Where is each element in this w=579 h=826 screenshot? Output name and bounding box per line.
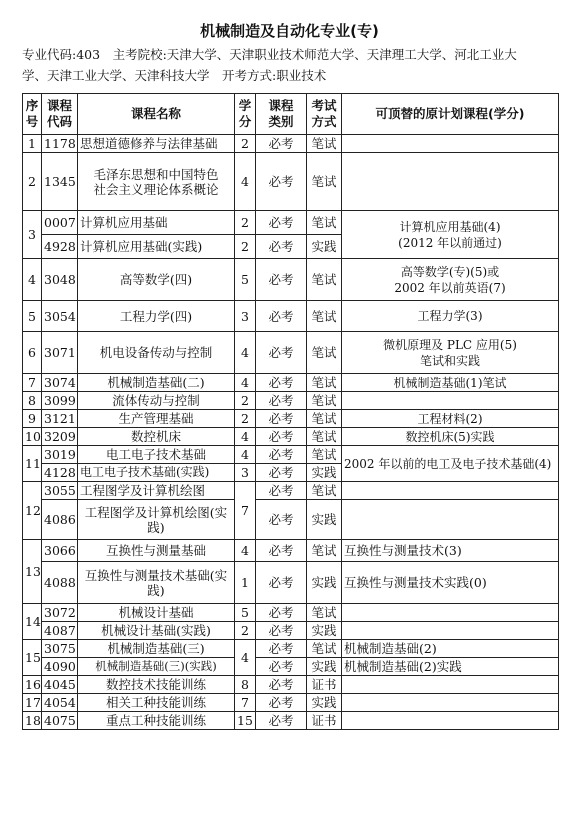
exam-cell: 笔试 [307, 410, 342, 428]
exam-cell: 笔试 [307, 153, 342, 211]
replace-cell [342, 500, 559, 540]
table-row [23, 482, 559, 500]
name-cell: 机械制造基础(二) [78, 374, 235, 392]
code-cell: 4928 [42, 235, 78, 259]
type-cell: 必考 [256, 540, 307, 562]
exam-cell: 笔试 [307, 392, 342, 410]
code-cell: 3121 [42, 410, 78, 428]
exam-cell: 实践 [307, 658, 342, 676]
type-cell: 必考 [256, 446, 307, 464]
exam-cell: 实践 [307, 622, 342, 640]
seq-cell: 1 [23, 135, 42, 153]
exam-cell: 证书 [307, 676, 342, 694]
header-seq: 序 号 [23, 94, 42, 135]
header-replace: 可顶替的原计划课程(学分) [342, 94, 559, 135]
replace-cell: 工程材料(2) [342, 410, 559, 428]
code-cell: 3209 [42, 428, 78, 446]
name-cell: 电工电子技术基础(实践) [78, 464, 235, 482]
replace-cell [342, 676, 559, 694]
name-cell: 电工电子技术基础 [78, 446, 235, 464]
name-cell: 机械设计基础(实践) [78, 622, 235, 640]
name-cell: 数控技术技能训练 [78, 676, 235, 694]
exam-cell: 笔试 [307, 446, 342, 464]
credit-cell: 4 [235, 374, 256, 392]
exam-cell: 笔试 [307, 604, 342, 622]
replace-cell: 机械制造基础(2) [342, 640, 559, 658]
name-cell: 机械制造基础(三) [78, 640, 235, 658]
credit-cell: 5 [235, 604, 256, 622]
table-row [23, 640, 559, 658]
exam-cell: 笔试 [307, 301, 342, 332]
name-cell: 思想道德修养与法律基础 [78, 135, 235, 153]
type-cell: 必考 [256, 712, 307, 730]
type-cell: 必考 [256, 332, 307, 374]
replace-cell [342, 482, 559, 500]
table-row [23, 604, 559, 622]
replace-cell: 互换性与测量技术实践(0) [342, 562, 559, 604]
replace-cell: 计算机应用基础(4) (2012 年以前通过) [342, 211, 559, 259]
code-cell: 3054 [42, 301, 78, 332]
type-cell: 必考 [256, 259, 307, 301]
table-row [23, 332, 559, 374]
credit-cell: 3 [235, 464, 256, 482]
seq-cell: 7 [23, 374, 42, 392]
code-cell: 0007 [42, 211, 78, 235]
replace-cell [342, 694, 559, 712]
replace-cell [342, 712, 559, 730]
header-code: 课程 代码 [42, 94, 78, 135]
credit-cell: 5 [235, 259, 256, 301]
table-row [23, 446, 559, 464]
exam-cell: 证书 [307, 712, 342, 730]
name-cell: 生产管理基础 [78, 410, 235, 428]
table-row [23, 135, 559, 153]
credit-cell: 4 [235, 540, 256, 562]
credit-cell: 3 [235, 301, 256, 332]
code-cell: 3075 [42, 640, 78, 658]
table-row [23, 374, 559, 392]
credit-cell: 4 [235, 332, 256, 374]
seq-cell: 13 [23, 540, 42, 604]
code-cell: 1345 [42, 153, 78, 211]
exam-cell: 实践 [307, 562, 342, 604]
type-cell: 必考 [256, 562, 307, 604]
seq-cell: 8 [23, 392, 42, 410]
header-type: 课程 类别 [256, 94, 307, 135]
seq-cell: 3 [23, 211, 42, 259]
credit-cell: 2 [235, 622, 256, 640]
name-cell: 机械设计基础 [78, 604, 235, 622]
replace-cell [342, 622, 559, 640]
credit-cell: 4 [235, 446, 256, 464]
name-cell: 高等数学(四) [78, 259, 235, 301]
seq-cell: 15 [23, 640, 42, 676]
replace-cell [342, 135, 559, 153]
name-cell: 机电设备传动与控制 [78, 332, 235, 374]
name-cell: 重点工种技能训练 [78, 712, 235, 730]
type-cell: 必考 [256, 482, 307, 500]
seq-cell: 16 [23, 676, 42, 694]
exam-cell: 笔试 [307, 259, 342, 301]
credit-cell: 2 [235, 392, 256, 410]
table-header-row [23, 94, 559, 135]
name-cell: 计算机应用基础 [78, 211, 235, 235]
credit-cell: 2 [235, 410, 256, 428]
credit-cell: 15 [235, 712, 256, 730]
code-cell: 3066 [42, 540, 78, 562]
name-cell: 流体传动与控制 [78, 392, 235, 410]
replace-cell: 2002 年以前的电工及电子技术基础(4) [342, 446, 559, 482]
type-cell: 必考 [256, 374, 307, 392]
code-cell: 3055 [42, 482, 78, 500]
credit-cell: 7 [235, 694, 256, 712]
type-cell: 必考 [256, 135, 307, 153]
table-row [23, 694, 559, 712]
replace-cell: 高等数学(专)(5)或 2002 年以前英语(7) [342, 259, 559, 301]
type-cell: 必考 [256, 301, 307, 332]
code-cell: 3071 [42, 332, 78, 374]
replace-cell [342, 604, 559, 622]
seq-cell: 9 [23, 410, 42, 428]
replace-cell: 微机原理及 PLC 应用(5) 笔试和实践 [342, 332, 559, 374]
type-cell: 必考 [256, 622, 307, 640]
seq-cell: 11 [23, 446, 42, 482]
type-cell: 必考 [256, 676, 307, 694]
credit-cell: 4 [235, 428, 256, 446]
code-cell: 4045 [42, 676, 78, 694]
name-cell: 互换性与测量技术基础(实践) [78, 562, 235, 604]
exam-cell: 实践 [307, 694, 342, 712]
code-cell: 3019 [42, 446, 78, 464]
seq-cell: 10 [23, 428, 42, 446]
type-cell: 必考 [256, 500, 307, 540]
header-name: 课程名称 [78, 94, 235, 135]
seq-cell: 5 [23, 301, 42, 332]
name-cell: 相关工种技能训练 [78, 694, 235, 712]
code-cell: 3048 [42, 259, 78, 301]
code-cell: 4075 [42, 712, 78, 730]
exam-cell: 实践 [307, 464, 342, 482]
table-row [23, 540, 559, 562]
table-row [23, 153, 559, 211]
code-cell: 4086 [42, 500, 78, 540]
code-cell: 1178 [42, 135, 78, 153]
type-cell: 必考 [256, 428, 307, 446]
seq-cell: 2 [23, 153, 42, 211]
type-cell: 必考 [256, 694, 307, 712]
code-cell: 4088 [42, 562, 78, 604]
name-cell: 毛泽东思想和中国特色社会主义理论体系概论 [78, 153, 235, 211]
credit-cell: 4 [235, 153, 256, 211]
table-row [23, 211, 559, 235]
seq-cell: 14 [23, 604, 42, 640]
exam-cell: 笔试 [307, 428, 342, 446]
page-title: 机械制造及自动化专业(专) [200, 22, 379, 40]
replace-cell: 机械制造基础(1)笔试 [342, 374, 559, 392]
code-cell: 4128 [42, 464, 78, 482]
credit-cell: 7 [235, 482, 256, 540]
code-cell: 3099 [42, 392, 78, 410]
credit-cell: 1 [235, 562, 256, 604]
exam-cell: 笔试 [307, 640, 342, 658]
exam-cell: 笔试 [307, 332, 342, 374]
replace-cell: 互换性与测量技术(3) [342, 540, 559, 562]
table-row [23, 428, 559, 446]
table-row [23, 410, 559, 428]
table-row [23, 562, 559, 604]
name-cell: 工程力学(四) [78, 301, 235, 332]
code-cell: 4090 [42, 658, 78, 676]
seq-cell: 12 [23, 482, 42, 540]
header-exam: 考试 方式 [307, 94, 342, 135]
type-cell: 必考 [256, 658, 307, 676]
seq-cell: 6 [23, 332, 42, 374]
code-cell: 4087 [42, 622, 78, 640]
seq-cell: 17 [23, 694, 42, 712]
exam-cell: 笔试 [307, 135, 342, 153]
exam-cell: 笔试 [307, 374, 342, 392]
replace-cell: 机械制造基础(2)实践 [342, 658, 559, 676]
credit-cell: 4 [235, 640, 256, 676]
type-cell: 必考 [256, 410, 307, 428]
name-cell: 数控机床 [78, 428, 235, 446]
exam-cell: 笔试 [307, 211, 342, 235]
name-cell: 工程图学及计算机绘图(实践) [78, 500, 235, 540]
specialty-info-line-2: 学、天津工业大学、天津科技大学 开考方式:职业技术 [22, 68, 327, 83]
header-credit: 学 分 [235, 94, 256, 135]
replace-cell: 数控机床(5)实践 [342, 428, 559, 446]
exam-cell: 笔试 [307, 540, 342, 562]
code-cell: 3074 [42, 374, 78, 392]
credit-cell: 2 [235, 135, 256, 153]
exam-cell: 笔试 [307, 482, 342, 500]
type-cell: 必考 [256, 211, 307, 235]
table-row [23, 259, 559, 301]
seq-cell: 18 [23, 712, 42, 730]
name-cell: 机械制造基础(三)(实践) [78, 658, 235, 676]
specialty-info [22, 44, 562, 86]
type-cell: 必考 [256, 392, 307, 410]
code-cell: 3072 [42, 604, 78, 622]
table-row [23, 392, 559, 410]
table-row [23, 301, 559, 332]
type-cell: 必考 [256, 640, 307, 658]
type-cell: 必考 [256, 235, 307, 259]
table-row [23, 676, 559, 694]
course-table [22, 93, 559, 730]
exam-cell: 实践 [307, 235, 342, 259]
code-cell: 4054 [42, 694, 78, 712]
credit-cell: 8 [235, 676, 256, 694]
exam-cell: 实践 [307, 500, 342, 540]
table-row [23, 658, 559, 676]
type-cell: 必考 [256, 604, 307, 622]
type-cell: 必考 [256, 464, 307, 482]
replace-cell: 工程力学(3) [342, 301, 559, 332]
name-cell: 互换性与测量基础 [78, 540, 235, 562]
seq-cell: 4 [23, 259, 42, 301]
table-row [23, 712, 559, 730]
specialty-info-line-1: 专业代码:403 主考院校:天津大学、天津职业技术师范大学、天津理工大学、河北工业大 [22, 47, 517, 62]
table-row [23, 622, 559, 640]
replace-cell [342, 392, 559, 410]
table-row [23, 500, 559, 540]
name-cell: 工程图学及计算机绘图 [78, 482, 235, 500]
type-cell: 必考 [256, 153, 307, 211]
credit-cell: 2 [235, 211, 256, 235]
credit-cell: 2 [235, 235, 256, 259]
name-cell: 计算机应用基础(实践) [78, 235, 235, 259]
replace-cell [342, 153, 559, 211]
